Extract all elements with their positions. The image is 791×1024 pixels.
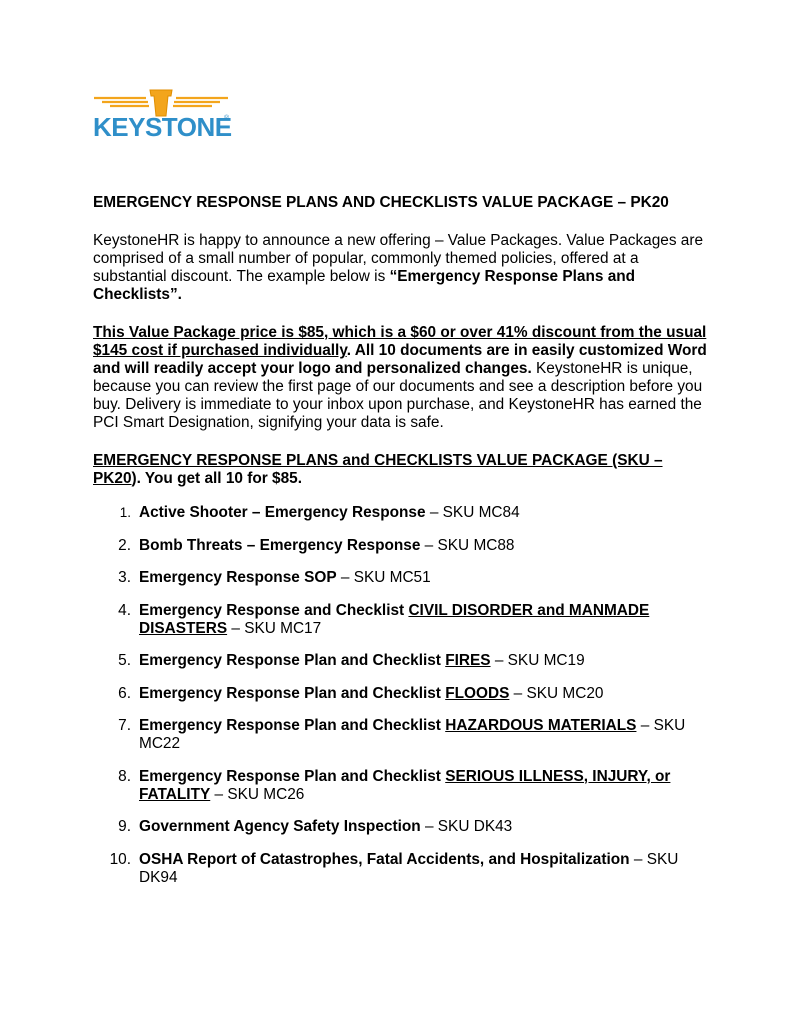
document-title: Emergency Response and Checklist [139,601,409,619]
document-sku: – SKU MC26 [210,785,305,803]
pricing-offer: This Value Package price is $85, which is a $60 or over 41% discount from the usual $145 cost if purchased individually [93,324,707,359]
document-sku: – SKU MC17 [227,619,322,637]
intro-text: KeystoneHR is happy to announce a new offering – Value Packages. Value Packages are comprised of a small number of popular, commonly themed policies, offered at a substantial discount. The example below is [93,232,704,285]
list-item [93,602,713,638]
document-topic: SERIOUS ILLNESS, INJURY, or FATALITY [139,767,671,803]
list-number: 1. [119,505,131,520]
list-number: 6. [118,684,131,702]
document-title: Emergency Response Plan and Checklist [139,684,446,702]
document-sku: – SKU DK43 [420,818,513,835]
list-number: 10. [109,850,131,868]
document-title: Government Agency Safety Inspection [139,818,421,835]
list-item [93,818,713,836]
document-title: OSHA Report of Catastrophes, Fatal Accidents, and Hospitalization [139,850,630,868]
document-sku: – SKU MC84 [425,504,520,521]
page-title: EMERGENCY RESPONSE PLANS AND CHECKLISTS VALUE PACKAGE – PK20 [93,194,669,211]
document-sku: – SKU MC51 [336,569,431,586]
list-item [93,768,713,804]
document-title: Emergency Response SOP [139,569,337,586]
document-sku: – SKU MC19 [490,652,585,669]
document-title: Emergency Response Plan and Checklist [139,767,446,785]
list-number: 5. [118,652,131,669]
keystone-mark-icon [92,76,232,144]
document-title: Emergency Response Plan and Checklist [139,717,446,734]
document-sku: – SKU MC20 [509,684,604,702]
document-title: Emergency Response Plan and Checklist [139,652,446,669]
document-topic: CIVIL DISORDER and MANMADE DISASTERS [139,601,650,637]
list-item [93,851,713,887]
document-sku: – SKU MC88 [420,536,515,554]
list-number: 8. [118,767,131,785]
list-item [93,504,713,522]
document-sku: – SKU MC22 [139,717,686,752]
list-item [93,685,713,703]
list-number: 2. [118,536,131,554]
intro-example-name: “Emergency Response Plans and Checklists”. [93,268,636,303]
package-heading [93,452,713,488]
document-body [93,194,713,901]
package-heading-sku: EMERGENCY RESPONSE PLANS and CHECKLISTS VALUE PACKAGE (SKU – PK20 [93,452,663,487]
keystonehr-logo [92,76,232,144]
document-title: Bomb Threats – Emergency Response [139,536,421,554]
list-number: 7. [118,717,131,734]
package-heading-offer: ). You get all 10 for $85. [131,470,302,487]
document-sku: – SKU DK94 [139,850,679,886]
list-number: 9. [118,818,131,835]
list-number: 3. [118,569,131,586]
svg-text:KEYSTONEHR: KEYSTONE [93,112,232,142]
document-topic: HAZARDOUS MATERIALS [445,717,637,734]
list-item [93,652,713,670]
svg-text:®: ® [224,115,230,122]
pricing-description: KeystoneHR is unique, because you can review the first page of our documents and see a description before you buy. Delivery is immediate to your inbox upon purchase, and KeystoneHR has earned the PCI Smart Designation, signifying your data is safe. [93,360,703,431]
document-topic: FIRES [445,652,491,669]
pricing-paragraph [93,324,713,432]
pricing-details: . All 10 documents are in easily customized Word and will readily accept your logo and personalized changes. [93,342,707,377]
document-list [93,504,713,887]
list-item [93,569,713,587]
document-title: Active Shooter – Emergency Response [139,504,426,521]
list-item [93,537,713,555]
intro-paragraph [93,232,713,304]
list-number: 4. [118,601,131,619]
document-topic: FLOODS [445,684,510,702]
list-item [93,717,713,753]
